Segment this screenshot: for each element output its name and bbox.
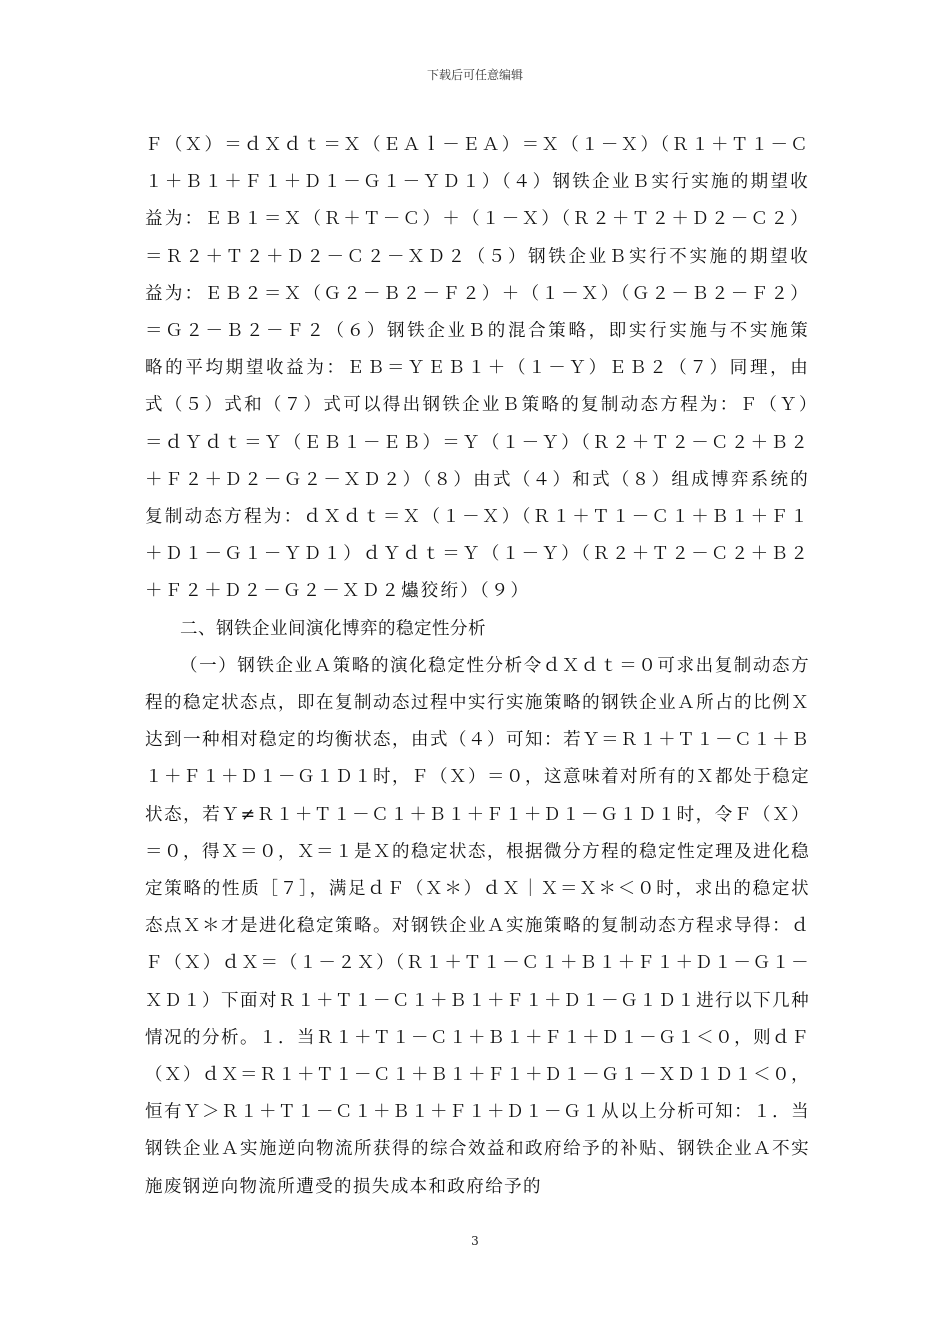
paragraph-stability-analysis: （一）钢铁企业Ａ策略的演化稳定性分析令ｄＸｄｔ＝０可求出复制动态方程的稳定状态点，即在复制动态过程中实行实施策略的钢铁企业Ａ所占的比例Ｘ达到一种相对稳定的均衡状态，由式（４）可知：若Ｙ＝Ｒ１＋Ｔ１－Ｃ１＋Ｂ１＋Ｆ１＋Ｄ１－Ｇ１Ｄ１时，Ｆ（Ｘ）＝０，这意味着对所有的Ｘ都处于稳定状态，若Ｙ≠Ｒ１＋Ｔ１－Ｃ１＋Ｂ１＋Ｆ１＋Ｄ１－Ｇ１Ｄ１时，令Ｆ（Ｘ）＝０，得Ｘ＝０，Ｘ＝１是Ｘ的稳定状态，根据微分方程的稳定性定理及进化稳定策略的性质［７］，满足ｄＦ（Ｘ＊）ｄＸ｜Ｘ＝Ｘ＊＜０时，求出的稳定状态点Ｘ＊才是进化稳定策略。对钢铁企业Ａ实施策略的复制动态方程求导得：ｄＦ（Ｘ）ｄＸ＝（１－２Ｘ）（Ｒ１＋Ｔ１－Ｃ１＋Ｂ１＋Ｆ１＋Ｄ１－Ｇ１－ＸＤ１）下面对Ｒ１＋Ｔ１－Ｃ１＋Ｂ１＋Ｆ１＋Ｄ１－Ｇ１Ｄ１进行以下几种情况的分析。１．当Ｒ１＋Ｔ１－Ｃ１＋Ｂ１＋Ｆ１＋Ｄ１－Ｇ１＜０，则ｄＦ（Ｘ）ｄＸ＝Ｒ１＋Ｔ１－Ｃ１＋Ｂ１＋Ｆ１＋Ｄ１－Ｇ１－ＸＤ１Ｄ１＜０，恒有Ｙ＞Ｒ１＋Ｔ１－Ｃ１＋Ｂ１＋Ｆ１＋Ｄ１－Ｇ１从以上分析可知：１．当钢铁企业Ａ实施逆向物流所获得的综合效益和政府给予的补贴、钢铁企业Ａ不实施废钢逆向物流所遭受的损失成本和政府给予的 xyxy=(145,655,810,1197)
page-number: 3 xyxy=(471,1234,479,1248)
section-heading: 二、钢铁企业间演化博弈的稳定性分析 xyxy=(180,618,486,639)
paragraph-equations: Ｆ（Ｘ）＝ｄＸｄｔ＝Ｘ（ＥＡｌ－ＥＡ）＝Ｘ（１－Ｘ）（Ｒ１＋Ｔ１－Ｃ１＋Ｂ１＋Ｆ１＋Ｄ１－Ｇ１－ＹＤ１）（４）钢铁企业Ｂ实行实施的期望收益为：ＥＢ１＝Ｘ（Ｒ＋Ｔ－Ｃ）＋（１－Ｘ）（Ｒ２＋Ｔ２＋Ｄ２－Ｃ２）＝Ｒ２＋Ｔ２＋Ｄ２－Ｃ２－ＸＤ２（５）钢铁企业Ｂ实行不实施的期望收益为：ＥＢ２＝Ｘ（Ｇ２－Ｂ２－Ｆ２）＋（１－Ｘ）（Ｇ２－Ｂ２－Ｆ２）＝Ｇ２－Ｂ２－Ｆ２（６）钢铁企业Ｂ的混合策略，即实行实施与不实施策略的平均期望收益为：ＥＢ＝ＹＥＢ１＋（１－Ｙ）ＥＢ２（７）同理，由式（５）式和（７）式可以得出钢铁企业Ｂ策略的复制动态方程为：Ｆ（Ｙ）＝ｄＹｄｔ＝Ｙ（ＥＢ１－ＥＢ）＝Ｙ（１－Ｙ）（Ｒ２＋Ｔ２－Ｃ２＋Ｂ２＋Ｆ２＋Ｄ２－Ｇ２－ＸＤ２）（８）由式（４）和式（８）组成博弈系统的复制动态方程为：ｄＸｄｔ＝Ｘ（１－Ｘ）（Ｒ１＋Ｔ１－Ｃ１＋Ｂ１＋Ｆ１＋Ｄ１－Ｇ１－ＹＤ１）ｄＹｄｔ＝Ｙ（１－Ｙ）（Ｒ２＋Ｔ２－Ｃ２＋Ｂ２＋Ｆ２＋Ｄ２－Ｇ２－ＸＤ２爞狡绗）（９） xyxy=(145,135,810,602)
page-header: 下载后可任意编辑 xyxy=(426,68,523,82)
document-body xyxy=(145,127,810,1206)
